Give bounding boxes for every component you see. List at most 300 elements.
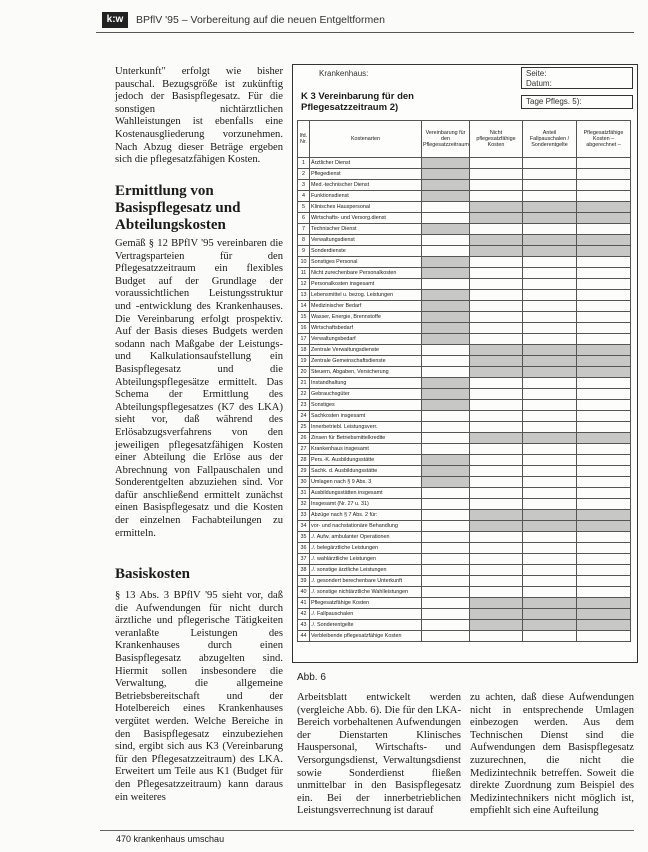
value-cell[interactable] [470, 609, 523, 620]
row-label: Innerbetriebl. Leistungsverr. [310, 422, 422, 433]
value-cell[interactable] [470, 543, 523, 554]
value-cell[interactable] [470, 246, 523, 257]
value-cell[interactable] [523, 224, 577, 235]
value-cell[interactable] [422, 389, 470, 400]
value-cell[interactable] [577, 598, 631, 609]
value-cell[interactable] [470, 323, 523, 334]
value-cell[interactable] [523, 235, 577, 246]
value-cell[interactable] [470, 213, 523, 224]
left-paragraph-2: Gemäß § 12 BPflV '95 vereinbaren die Vertragsparteien für den Pflegesatzzeitraum ein flexibles Budget auf der Grundlage der voraussichtlichen Leistungsstruktur und -entwicklung des Krankenhauses. Die Vereinbarung erfolgt prospektiv. Auf der Basis dieses Budgets werden sodann nach Maßgabe der Leistungs- und Kalkulationsaufstellung ein Basispflegesatz und die Abteilungspflegesätze ermittelt. Das Schema der Ermittlung des Abteilungspflegesatzes (K7 des LKA) sieht vor, daß während des Erlösabzugsverfahrens von den jeweiligen pflegesatzfähigen Kosten einer Abteilung die Erlöse aus der Abrechnung von Fallpauschalen und Sonderentgelten abzuziehen sind. Vor dafür anschließend ermittelt zunächst einen Basispflegesatz und die Kosten der einzelnen Fachabteilungen zu ermitteln. [115, 238, 283, 539]
value-cell[interactable] [470, 235, 523, 246]
value-cell[interactable] [422, 356, 470, 367]
value-cell[interactable] [470, 400, 523, 411]
value-cell[interactable] [422, 576, 470, 587]
row-number: 24 [298, 411, 310, 422]
value-cell[interactable] [523, 279, 577, 290]
value-cell[interactable] [422, 180, 470, 191]
value-cell[interactable] [577, 455, 631, 466]
row-number: 32 [298, 499, 310, 510]
row-label: ./. wahlärztliche Leistungen [310, 554, 422, 565]
value-cell[interactable] [577, 213, 631, 224]
row-label: Verwaltungsdienst [310, 235, 422, 246]
table-row [298, 477, 631, 488]
heading-basispflegesatz: Ermittlung von Basispflegesatz und Abteilungskosten [115, 183, 241, 233]
value-cell[interactable] [422, 587, 470, 598]
value-cell[interactable] [577, 345, 631, 356]
value-cell[interactable] [470, 510, 523, 521]
row-label: Wasser, Energie, Brennstoffe [310, 312, 422, 323]
value-cell[interactable] [577, 565, 631, 576]
running-title: BPflV '95 – Vorbereitung auf die neuen Entgeltformen [136, 14, 385, 26]
row-number: 19 [298, 356, 310, 367]
value-cell[interactable] [577, 367, 631, 378]
table-row [298, 554, 631, 565]
row-label: Lebensmittel u. bezog. Leistungen [310, 290, 422, 301]
value-cell[interactable] [577, 235, 631, 246]
value-cell[interactable] [422, 279, 470, 290]
value-cell[interactable] [470, 411, 523, 422]
value-cell[interactable] [422, 301, 470, 312]
table-row [298, 411, 631, 422]
value-cell[interactable] [422, 510, 470, 521]
row-label: Zentrale Gemeinschaftsdienste [310, 356, 422, 367]
value-cell[interactable] [577, 169, 631, 180]
value-cell[interactable] [422, 334, 470, 345]
value-cell[interactable] [577, 323, 631, 334]
value-cell[interactable] [523, 609, 577, 620]
value-cell[interactable] [523, 169, 577, 180]
value-cell[interactable] [577, 466, 631, 477]
value-cell[interactable] [523, 532, 577, 543]
row-label: ./. belegärztliche Leistungen [310, 543, 422, 554]
col-header: Vereinbarung für den Pflegesatzzeitraum [422, 121, 470, 158]
value-cell[interactable] [577, 356, 631, 367]
value-cell[interactable] [422, 257, 470, 268]
figure-caption: Abb. 6 [297, 672, 326, 683]
value-cell[interactable] [422, 565, 470, 576]
value-cell[interactable] [470, 279, 523, 290]
value-cell[interactable] [422, 444, 470, 455]
value-cell[interactable] [422, 246, 470, 257]
value-cell[interactable] [523, 587, 577, 598]
value-cell[interactable] [523, 620, 577, 631]
table-row [298, 180, 631, 191]
value-cell[interactable] [523, 565, 577, 576]
value-cell[interactable] [577, 543, 631, 554]
table-row [298, 246, 631, 257]
value-cell[interactable] [577, 400, 631, 411]
value-cell[interactable] [523, 598, 577, 609]
value-cell[interactable] [577, 433, 631, 444]
value-cell[interactable] [422, 532, 470, 543]
value-cell[interactable] [470, 444, 523, 455]
value-cell[interactable] [523, 576, 577, 587]
value-cell[interactable] [422, 400, 470, 411]
hospital-label: Krankenhaus: [319, 69, 369, 78]
value-cell[interactable] [422, 543, 470, 554]
row-label: Verwaltungsbedarf [310, 334, 422, 345]
row-number: 17 [298, 334, 310, 345]
value-cell[interactable] [523, 301, 577, 312]
page-date-box [521, 67, 633, 89]
value-cell[interactable] [577, 312, 631, 323]
value-cell[interactable] [470, 389, 523, 400]
value-cell[interactable] [470, 499, 523, 510]
value-cell[interactable] [577, 180, 631, 191]
value-cell[interactable] [470, 532, 523, 543]
row-label: vor- und nachstationäre Behandlung [310, 521, 422, 532]
value-cell[interactable] [470, 356, 523, 367]
value-cell[interactable] [577, 279, 631, 290]
value-cell[interactable] [422, 631, 470, 642]
row-number: 28 [298, 455, 310, 466]
col-header: Nicht pflegesatzfähige Kosten [470, 121, 523, 158]
col-header: lfd. Nr. [298, 121, 310, 158]
table-row [298, 202, 631, 213]
value-cell[interactable] [577, 257, 631, 268]
row-label: Instandhaltung [310, 378, 422, 389]
row-number: 37 [298, 554, 310, 565]
value-cell[interactable] [470, 191, 523, 202]
value-cell[interactable] [422, 169, 470, 180]
row-label: Umlagen nach § 9 Abs. 3 [310, 477, 422, 488]
value-cell[interactable] [422, 598, 470, 609]
value-cell[interactable] [422, 158, 470, 169]
row-label: Personalkosten insgesamt [310, 279, 422, 290]
value-cell[interactable] [470, 576, 523, 587]
table-row [298, 312, 631, 323]
value-cell[interactable] [523, 554, 577, 565]
value-cell[interactable] [577, 246, 631, 257]
row-label: Ärztlicher Dienst [310, 158, 422, 169]
table-row [298, 565, 631, 576]
value-cell[interactable] [577, 477, 631, 488]
table-row [298, 257, 631, 268]
row-number: 25 [298, 422, 310, 433]
value-cell[interactable] [422, 422, 470, 433]
value-cell[interactable] [470, 290, 523, 301]
value-cell[interactable] [577, 521, 631, 532]
row-number: 5 [298, 202, 310, 213]
left-paragraph-3: § 13 Abs. 3 BPflV '95 sieht vor, daß die Aufwendungen für nicht durch ärztliche und pflegerische Tätigkeiten veranlaßte Leistungen des Krankenhauses durch einen Basispflegesatz abzugelten sind. Hiermit sollen insbesondere die Verwaltung, die allgemeine Betriebsbereitschaft und der Hotelbereich eines Krankenhauses vergütet werden. Welche Bereiche in den Basispflegesatz einzubeziehen sind, ergibt sich aus K3 (Vereinbarung für den Pflegesatzzeitraum) des LKA. Erweitert um Teile aus K1 (Budget für den Pflegesatzzeitraum) kann daraus ein weiteres [115, 590, 283, 803]
cost-table [297, 120, 631, 642]
value-cell[interactable] [470, 433, 523, 444]
table-row [298, 378, 631, 389]
table-row [298, 543, 631, 554]
row-label: Pers.-K. Ausbildungsstätte [310, 455, 422, 466]
table-row [298, 620, 631, 631]
right-paragraph-b: zu achten, daß diese Aufwendungen nicht in entsprechende Umlagen einbezogen werden. Aus dem Technischen Dienst sind die Aufwendungen dem Basispflegesatz zuzurechnen, die nicht die Medizintechnik betreffen. Soweit die direkte Zuordnung zum Beispiel des Medizintechnikers nicht möglich ist, empfiehlt sich eine Aufteilung [470, 692, 634, 817]
row-number: 12 [298, 279, 310, 290]
page-label: Seite: [526, 69, 547, 78]
value-cell[interactable] [523, 191, 577, 202]
value-cell[interactable] [577, 301, 631, 312]
table-row [298, 532, 631, 543]
row-label: Wirtschaftsbedarf [310, 323, 422, 334]
value-cell[interactable] [470, 620, 523, 631]
value-cell[interactable] [523, 323, 577, 334]
row-number: 35 [298, 532, 310, 543]
value-cell[interactable] [523, 213, 577, 224]
value-cell[interactable] [577, 422, 631, 433]
row-number: 34 [298, 521, 310, 532]
table-row [298, 400, 631, 411]
value-cell[interactable] [470, 345, 523, 356]
row-number: 18 [298, 345, 310, 356]
value-cell[interactable] [422, 488, 470, 499]
row-number: 6 [298, 213, 310, 224]
table-row [298, 279, 631, 290]
value-cell[interactable] [470, 180, 523, 191]
table-row [298, 169, 631, 180]
value-cell[interactable] [577, 224, 631, 235]
row-label: Klinisches Hauspersonal [310, 202, 422, 213]
table-row [298, 367, 631, 378]
value-cell[interactable] [470, 202, 523, 213]
table-row [298, 268, 631, 279]
value-cell[interactable] [523, 499, 577, 510]
value-cell[interactable] [523, 257, 577, 268]
row-label: ./. Aufw. ambulanter Operationen [310, 532, 422, 543]
value-cell[interactable] [523, 246, 577, 257]
value-cell[interactable] [422, 202, 470, 213]
value-cell[interactable] [523, 367, 577, 378]
value-cell[interactable] [470, 631, 523, 642]
table-row [298, 587, 631, 598]
row-label: Medizinischer Bedarf [310, 301, 422, 312]
row-label: Ausbildungsstätten insgesamt [310, 488, 422, 499]
table-row [298, 224, 631, 235]
row-label: Pflegedienst [310, 169, 422, 180]
value-cell[interactable] [422, 477, 470, 488]
table-row [298, 235, 631, 246]
row-label: Pflegesatzfähige Kosten [310, 598, 422, 609]
value-cell[interactable] [577, 389, 631, 400]
row-number: 44 [298, 631, 310, 642]
value-cell[interactable] [577, 158, 631, 169]
row-label: Sonderdienste [310, 246, 422, 257]
row-number: 22 [298, 389, 310, 400]
value-cell[interactable] [470, 378, 523, 389]
row-label: ./. Sonderentgelte [310, 620, 422, 631]
value-cell[interactable] [523, 466, 577, 477]
value-cell[interactable] [422, 290, 470, 301]
row-number: 26 [298, 433, 310, 444]
value-cell[interactable] [577, 510, 631, 521]
form-title: K 3 Vereinbarung für den Pflegesatzzeitraum 2) [301, 91, 414, 113]
value-cell[interactable] [577, 532, 631, 543]
value-cell[interactable] [470, 565, 523, 576]
value-cell[interactable] [470, 268, 523, 279]
value-cell[interactable] [577, 290, 631, 301]
value-cell[interactable] [523, 400, 577, 411]
row-number: 33 [298, 510, 310, 521]
value-cell[interactable] [523, 268, 577, 279]
value-cell[interactable] [577, 488, 631, 499]
value-cell[interactable] [470, 158, 523, 169]
value-cell[interactable] [422, 213, 470, 224]
value-cell[interactable] [422, 191, 470, 202]
value-cell[interactable] [577, 202, 631, 213]
table-row [298, 521, 631, 532]
date-label: Datum: [526, 79, 552, 88]
value-cell[interactable] [577, 378, 631, 389]
value-cell[interactable] [577, 444, 631, 455]
value-cell[interactable] [523, 334, 577, 345]
value-cell[interactable] [422, 466, 470, 477]
value-cell[interactable] [422, 312, 470, 323]
value-cell[interactable] [523, 345, 577, 356]
row-label: ./. Fallpauschalen [310, 609, 422, 620]
value-cell[interactable] [523, 521, 577, 532]
value-cell[interactable] [523, 312, 577, 323]
value-cell[interactable] [470, 466, 523, 477]
row-label: ./. sonstige nichtärztliche Wahlleistungen [310, 587, 422, 598]
value-cell[interactable] [523, 378, 577, 389]
value-cell[interactable] [470, 587, 523, 598]
row-number: 15 [298, 312, 310, 323]
row-number: 3 [298, 180, 310, 191]
table-row [298, 301, 631, 312]
table-header-row [298, 121, 631, 158]
row-label: Sonstiges [310, 400, 422, 411]
value-cell[interactable] [523, 488, 577, 499]
value-cell[interactable] [470, 598, 523, 609]
value-cell[interactable] [470, 554, 523, 565]
table-row [298, 213, 631, 224]
table-row [298, 609, 631, 620]
row-number: 36 [298, 543, 310, 554]
value-cell[interactable] [577, 499, 631, 510]
col-header: Pflegesatzfähige Kosten – abgerechnet – [577, 121, 631, 158]
row-label: Nicht zurechenbare Personalkosten [310, 268, 422, 279]
table-row [298, 631, 631, 642]
value-cell[interactable] [422, 554, 470, 565]
value-cell[interactable] [577, 554, 631, 565]
row-number: 23 [298, 400, 310, 411]
value-cell[interactable] [422, 455, 470, 466]
value-cell[interactable] [577, 334, 631, 345]
table-row [298, 488, 631, 499]
table-row [298, 422, 631, 433]
row-label: Sachkosten insgesamt [310, 411, 422, 422]
value-cell[interactable] [470, 257, 523, 268]
col-header: Anteil Fallpauschalen / Sonderentgelte [523, 121, 577, 158]
publisher-logo: k:w [102, 12, 128, 28]
value-cell[interactable] [470, 488, 523, 499]
value-cell[interactable] [422, 411, 470, 422]
value-cell[interactable] [577, 609, 631, 620]
row-number: 2 [298, 169, 310, 180]
value-cell[interactable] [523, 158, 577, 169]
table-row [298, 334, 631, 345]
row-number: 11 [298, 268, 310, 279]
row-label: Zentrale Verwaltungsdienste [310, 345, 422, 356]
value-cell[interactable] [422, 521, 470, 532]
row-number: 10 [298, 257, 310, 268]
col-header: Kostenarten [310, 121, 422, 158]
row-label: Technischer Dienst [310, 224, 422, 235]
value-cell[interactable] [577, 620, 631, 631]
row-number: 31 [298, 488, 310, 499]
value-cell[interactable] [523, 631, 577, 642]
value-cell[interactable] [523, 202, 577, 213]
page-header [96, 8, 634, 33]
value-cell[interactable] [422, 345, 470, 356]
row-number: 41 [298, 598, 310, 609]
value-cell[interactable] [577, 576, 631, 587]
row-label: Sachk. d. Ausbildungsstätte [310, 466, 422, 477]
value-cell[interactable] [523, 444, 577, 455]
value-cell[interactable] [470, 312, 523, 323]
row-number: 4 [298, 191, 310, 202]
value-cell[interactable] [577, 587, 631, 598]
table-row [298, 356, 631, 367]
value-cell[interactable] [523, 411, 577, 422]
value-cell[interactable] [523, 477, 577, 488]
value-cell[interactable] [523, 389, 577, 400]
value-cell[interactable] [470, 334, 523, 345]
row-number: 42 [298, 609, 310, 620]
value-cell[interactable] [470, 301, 523, 312]
page-footer: 470 krankenhaus umschau [116, 834, 225, 844]
value-cell[interactable] [470, 422, 523, 433]
value-cell[interactable] [470, 367, 523, 378]
value-cell[interactable] [523, 356, 577, 367]
value-cell[interactable] [577, 191, 631, 202]
table-row [298, 323, 631, 334]
row-number: 30 [298, 477, 310, 488]
value-cell[interactable] [422, 378, 470, 389]
value-cell[interactable] [470, 169, 523, 180]
value-cell[interactable] [470, 477, 523, 488]
value-cell[interactable] [523, 455, 577, 466]
value-cell[interactable] [422, 367, 470, 378]
value-cell[interactable] [577, 268, 631, 279]
value-cell[interactable] [470, 224, 523, 235]
table-row [298, 389, 631, 400]
row-label: Gebrauchsgüter [310, 389, 422, 400]
value-cell[interactable] [422, 235, 470, 246]
row-label: Funktionsdienst [310, 191, 422, 202]
value-cell[interactable] [577, 411, 631, 422]
value-cell[interactable] [523, 180, 577, 191]
value-cell[interactable] [422, 499, 470, 510]
value-cell[interactable] [422, 620, 470, 631]
row-label: Steuern, Abgaben, Versicherung [310, 367, 422, 378]
value-cell[interactable] [577, 631, 631, 642]
value-cell[interactable] [422, 609, 470, 620]
table-row [298, 510, 631, 521]
table-row [298, 444, 631, 455]
value-cell[interactable] [470, 521, 523, 532]
row-number: 39 [298, 576, 310, 587]
value-cell[interactable] [523, 422, 577, 433]
value-cell[interactable] [523, 543, 577, 554]
value-cell[interactable] [422, 323, 470, 334]
value-cell[interactable] [470, 455, 523, 466]
value-cell[interactable] [422, 224, 470, 235]
value-cell[interactable] [422, 433, 470, 444]
row-number: 40 [298, 587, 310, 598]
value-cell[interactable] [422, 268, 470, 279]
value-cell[interactable] [523, 433, 577, 444]
value-cell[interactable] [523, 510, 577, 521]
table-row [298, 576, 631, 587]
value-cell[interactable] [523, 290, 577, 301]
row-label: Insgesamt (Nr. 27 u. 31) [310, 499, 422, 510]
row-number: 1 [298, 158, 310, 169]
